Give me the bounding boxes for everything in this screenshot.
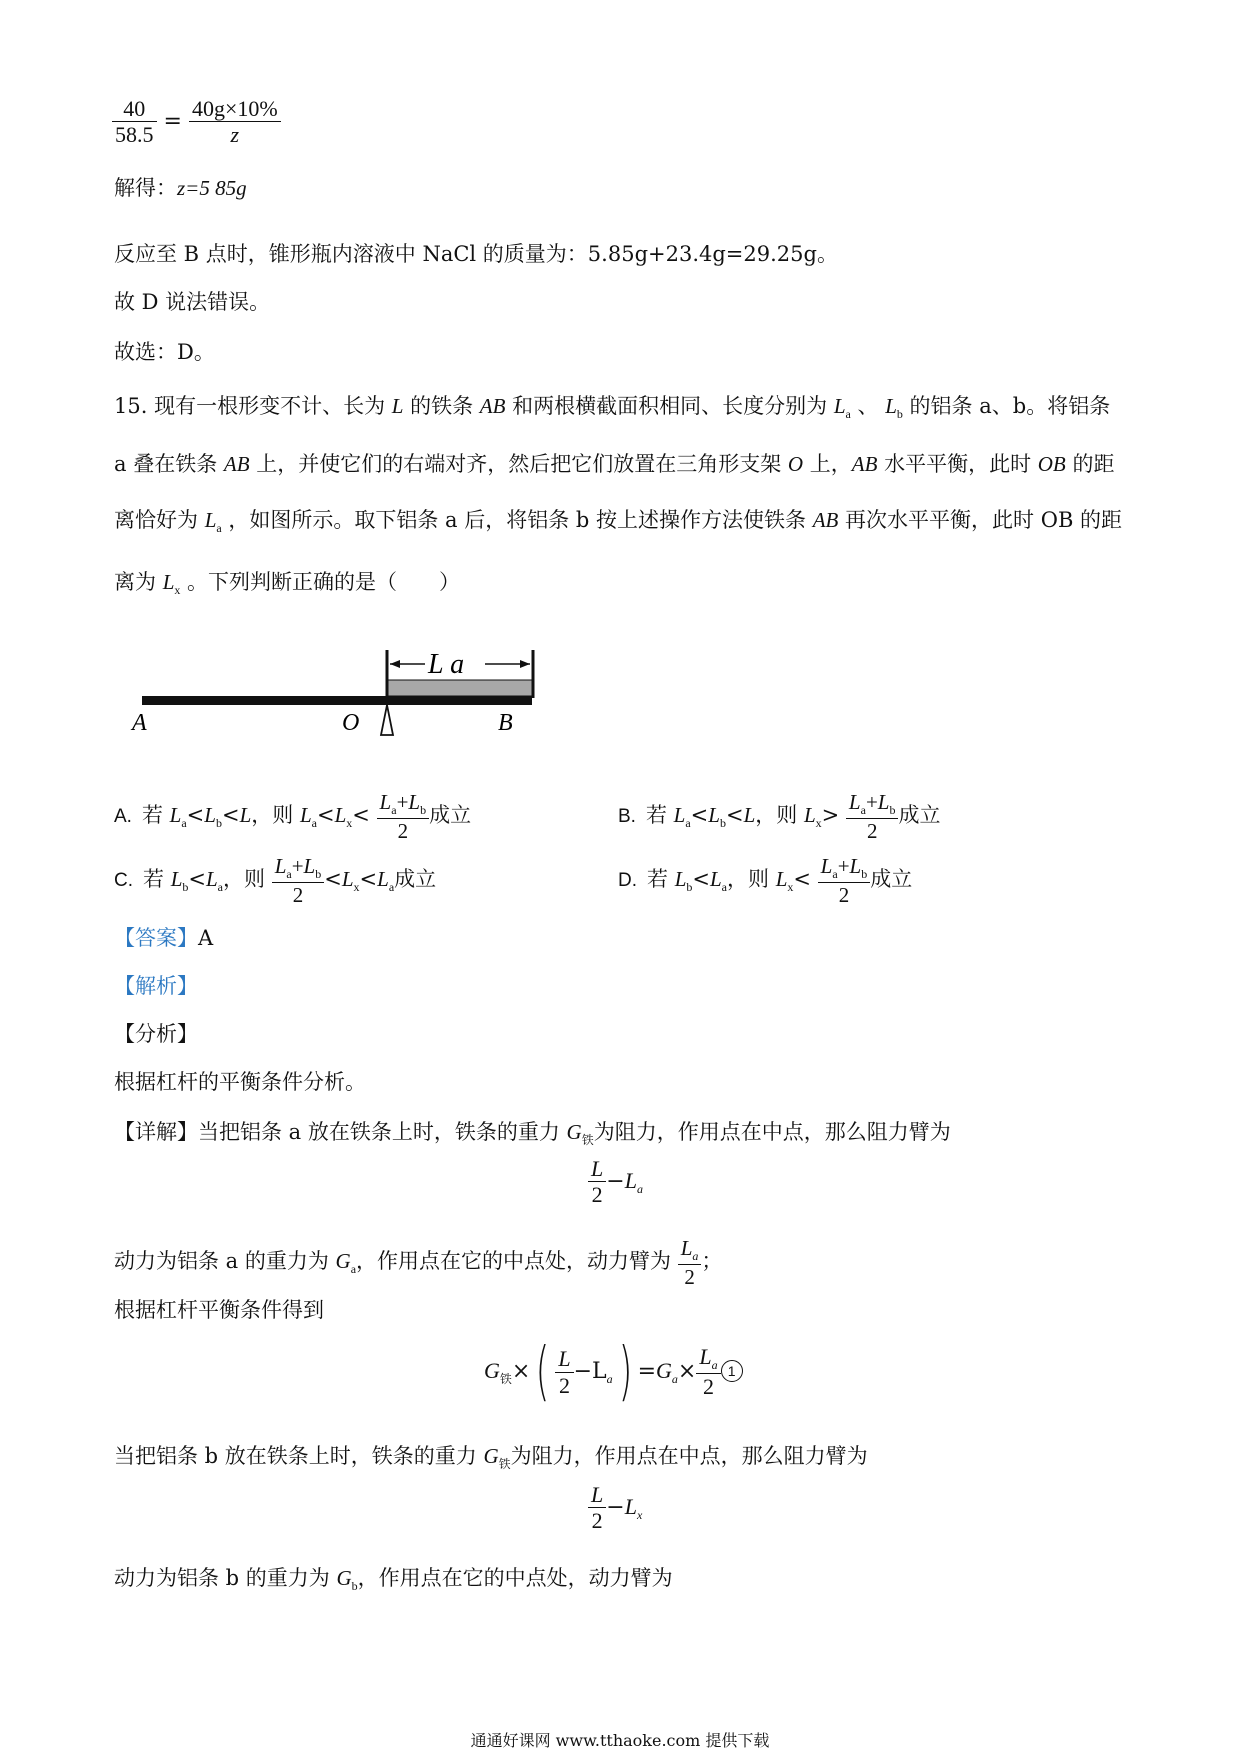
- fraction-denominator: 58.5: [115, 122, 154, 148]
- fraction-La-plus-Lb-over-2: $\frac{L_a+L_b}{2}$: [846, 790, 899, 843]
- option-D[interactable]: D. 若 $L_b<L_a$，则 $L_x<$ $\frac{L_a+L_b}{2}$ 成立: [618, 854, 913, 907]
- solve-line: [114, 172, 247, 202]
- question-line-1: 15. 现有一根形变不计、长为 L 的铁条 AB 和两根横截面积相同、长度分别为 $L_a$ 、 $L_b$ 的铝条 a、b。将铝条: [114, 394, 1111, 421]
- aluminum-bar-a: [388, 680, 532, 696]
- fraction-right: [189, 96, 281, 148]
- solve-label: 解得：: [114, 176, 177, 200]
- detail-line-2: 动力为铝条 a 的重力为 $G_a$，作用点在它的中点处，动力臂为 $\frac{L_a}{2}$ ；: [114, 1236, 723, 1289]
- detail-line-4: 当把铝条 b 放在铁条上时，铁条的重力 $G_铁$为阻力，作用点在中点，那么阻力臂为: [114, 1444, 868, 1471]
- fraction-numerator: 40g×10%: [189, 96, 281, 122]
- fraction-denominator: z: [230, 122, 240, 148]
- answer-line: [114, 922, 213, 952]
- fraction-left: [112, 96, 157, 148]
- detail-line-1: 【详解】当把铝条 a 放在铁条上时，铁条的重力 $G_铁$为阻力，作用点在中点，那么阻力臂为: [114, 1120, 951, 1147]
- question-line-4: 离为 $L_x$ 。下列判断正确的是（ ）: [114, 570, 461, 597]
- fraction-numerator: 40: [112, 96, 157, 122]
- b-point-text: 反应至 B 点时，锥形瓶内溶液中 NaCl 的质量为：5.85g+23.4g=29.25g。: [114, 242, 838, 266]
- detail-line-5: 动力为铝条 b 的重力为 $G_b$，作用点在它的中点处，动力臂为: [114, 1566, 673, 1593]
- fenxi-tag: 【分析】: [114, 1022, 198, 1046]
- solve-value: z=5 85g: [177, 176, 247, 200]
- option-B[interactable]: B. 若 $L_a<L_b<L$，则 $L_x>$ $\frac{L_a+L_b}{2}$ 成立: [618, 790, 941, 843]
- arm-formula-1: $\frac{L}{2}$ $-L_a$: [588, 1156, 643, 1208]
- circled-number: 1: [721, 1360, 743, 1382]
- option-C[interactable]: C. 若 $L_b<L_a$，则 $\frac{L_a+L_b}{2}$ $<L_x<L_a$成立: [114, 854, 437, 907]
- analysis-tag: 【解析】: [114, 974, 198, 998]
- detail-line-3: 根据杠杆平衡条件得到: [114, 1298, 324, 1322]
- arm-formula-2: $\frac{L}{2}$ $-L_x$: [588, 1482, 642, 1534]
- label-La: L a: [428, 649, 465, 680]
- lever-figure: [120, 640, 540, 750]
- choose-text: 故选：D。: [114, 340, 215, 364]
- d-wrong-text: 故 D 说法错误。: [114, 290, 271, 314]
- balance-equation: $G_铁\times$( $\frac{L}{2}$ $-L_a) =G_a\times$ $\frac{L_a}{2}$ 1: [484, 1340, 743, 1404]
- fenxi-text: 根据杠杆的平衡条件分析。: [114, 1070, 366, 1094]
- fulcrum-triangle: [381, 705, 393, 735]
- fraction-La-plus-Lb-over-2: $\frac{L_a+L_b}{2}$: [818, 854, 871, 907]
- calc-equation: [112, 96, 281, 148]
- label-B: B: [498, 710, 513, 736]
- arrowhead-left-icon: [390, 660, 400, 668]
- answer-tag: 【答案】: [114, 926, 198, 950]
- question-line-2: a 叠在铁条 AB 上，并使它们的右端对齐，然后把它们放置在三角形支架 O 上，AB 水平平衡，此时 OB 的距: [114, 452, 1115, 476]
- iron-bar-AB: [142, 696, 532, 705]
- fraction-La-plus-Lb-over-2: $\frac{L_a+L_b}{2}$: [377, 790, 430, 843]
- fraction-La-plus-Lb-over-2: $\frac{L_a+L_b}{2}$: [272, 854, 325, 907]
- option-A[interactable]: A. 若 $L_a<L_b<L$，则 $L_a<L_x<$ $\frac{L_a+L_b}{2}$ 成立: [114, 790, 472, 843]
- equals-sign: =: [163, 108, 182, 134]
- right-paren: ): [618, 1335, 632, 1409]
- answer-value: A: [198, 926, 214, 950]
- footer: 通通好课网 www.tthaoke.com 提供下载: [470, 1731, 770, 1750]
- label-A: A: [132, 710, 147, 736]
- arrowhead-right-icon: [520, 660, 530, 668]
- left-paren: (: [535, 1335, 550, 1409]
- question-line-3: 离恰好为 $L_a$ ，如图所示。取下铝条 a 后，将铝条 b 按上述操作方法使铁条 AB 再次水平平衡，此时 OB 的距: [114, 508, 1123, 535]
- label-O: O: [342, 710, 360, 736]
